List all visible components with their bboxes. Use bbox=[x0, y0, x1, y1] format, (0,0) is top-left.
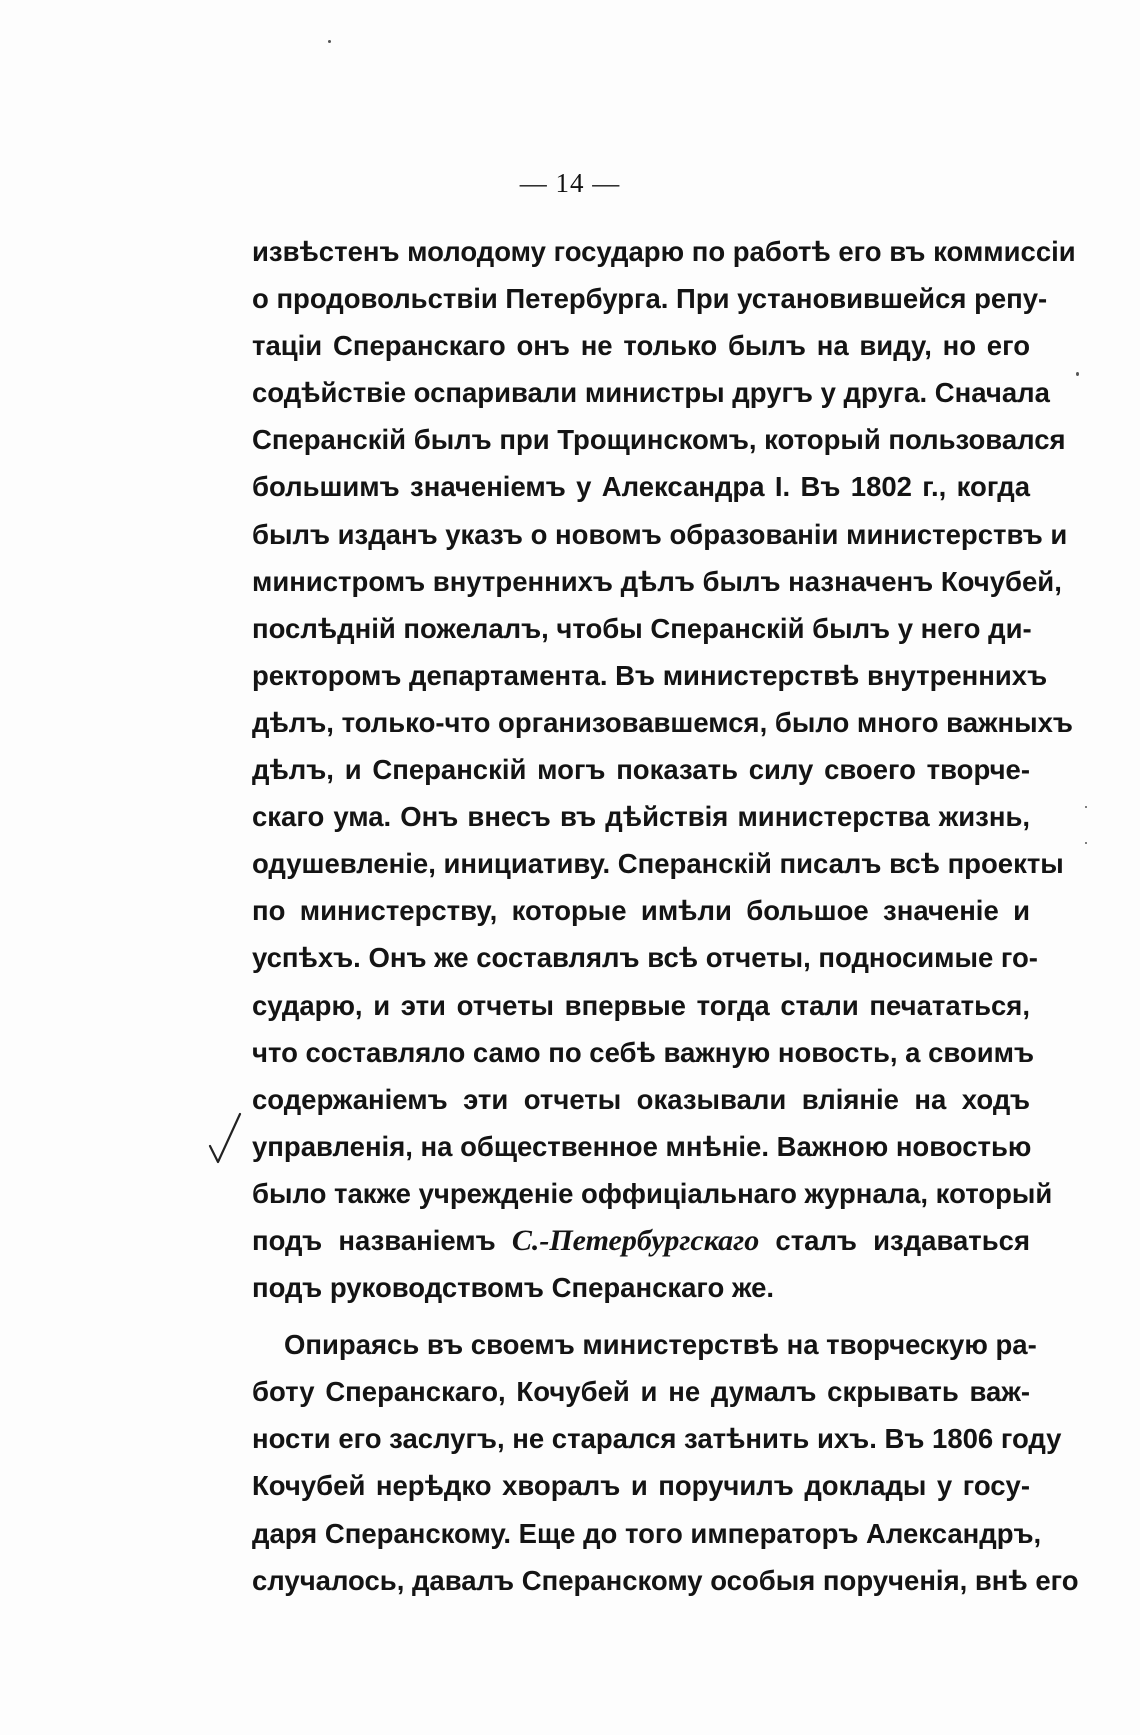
text-line: успѣхъ. Онъ же составлялъ всѣ отчеты, подносимые го- bbox=[252, 942, 1038, 974]
text-line: о продовольствіи Петербурга. При установившейся репу- bbox=[252, 283, 1048, 315]
text-line: сударю, и эти отчеты впервые тогда стали печататься, bbox=[252, 989, 1030, 1021]
text-line: даря Сперанскому. Еще до того императоръ Александръ, bbox=[252, 1517, 1042, 1549]
text-line: Опираясь въ своемъ министерствѣ на творческую ра- bbox=[284, 1329, 1037, 1361]
text-line: извѣстенъ молодому государю по работѣ его въ коммиссіи bbox=[252, 236, 1076, 267]
paragraph-gap bbox=[252, 1311, 1030, 1321]
scan-speck bbox=[1085, 842, 1087, 844]
scan-speck bbox=[328, 40, 331, 43]
text-line: Кочубей нерѣдко хворалъ и поручилъ доклады у госу- bbox=[252, 1470, 1030, 1502]
journal-title: С.-Петербургскаго bbox=[511, 1223, 760, 1257]
text-line: былъ изданъ указъ о новомъ образованіи министерствъ и bbox=[252, 518, 1068, 550]
text-line: послѣдній пожелалъ, чтобы Сперанскій былъ у него ди- bbox=[252, 612, 1032, 644]
text-line: Сперанскій былъ при Трощинскомъ, который пользовался bbox=[252, 424, 1066, 456]
body-text bbox=[252, 228, 1079, 1604]
text-line: одушевленіе, инициативу. Сперанскій писалъ всѣ проекты bbox=[252, 848, 1064, 880]
text-line: таціи Сперанскаго онъ не только былъ на виду, но его bbox=[252, 330, 1030, 362]
text-line: министромъ внутреннихъ дѣлъ былъ назначенъ Кочубей, bbox=[252, 565, 1062, 597]
text-line: скаго ума. Онъ внесъ въ дѣйствія министерства жизнь, bbox=[252, 801, 1030, 833]
text-line: большимъ значеніемъ у Александра I. Въ 1802 г., когда bbox=[252, 471, 1030, 503]
text-line: по министерству, которые имѣли большое значеніе и bbox=[252, 895, 1030, 927]
text-line: что составляло само по себѣ важную новость, а своимъ bbox=[252, 1036, 1035, 1068]
check-mark-icon bbox=[206, 1110, 246, 1166]
text-line: дѣлъ, и Сперанскій могъ показать силу своего творче- bbox=[252, 754, 1030, 786]
text-line: случалось, давалъ Сперанскому особыя порученія, внѣ его bbox=[252, 1564, 1079, 1596]
text-run: сталъ издаваться bbox=[759, 1224, 1030, 1256]
scan-speck bbox=[1076, 372, 1079, 376]
text-line: ности его заслугъ, не старался затѣнить ихъ. Въ 1806 году bbox=[252, 1423, 1062, 1455]
text-line: ректоромъ департамента. Въ министерствѣ внутреннихъ bbox=[252, 659, 1048, 691]
text-line: содѣйствіе оспаривали министры другъ у друга. Сначала bbox=[252, 377, 1050, 409]
text-run: подъ названіемъ bbox=[252, 1224, 512, 1256]
text-line: дѣлъ, только-что организовавшемся, было много важныхъ bbox=[252, 706, 1073, 738]
text-line: боту Сперанскаго, Кочубей и не думалъ скрывать важ- bbox=[252, 1376, 1030, 1408]
text-line: управленія, на общественное мнѣніе. Важною новостью bbox=[252, 1130, 1032, 1162]
text-line: содержаніемъ эти отчеты оказывали вліяніе на ходъ bbox=[252, 1083, 1030, 1115]
text-line: было также учрежденіе оффиціальнаго журнала, который bbox=[252, 1177, 1053, 1209]
text-line-with-italic bbox=[252, 1217, 1030, 1264]
page-number: — 14 — bbox=[519, 168, 621, 198]
text-line: подъ руководствомъ Сперанскаго же. bbox=[252, 1272, 775, 1304]
scan-speck bbox=[1085, 806, 1087, 808]
